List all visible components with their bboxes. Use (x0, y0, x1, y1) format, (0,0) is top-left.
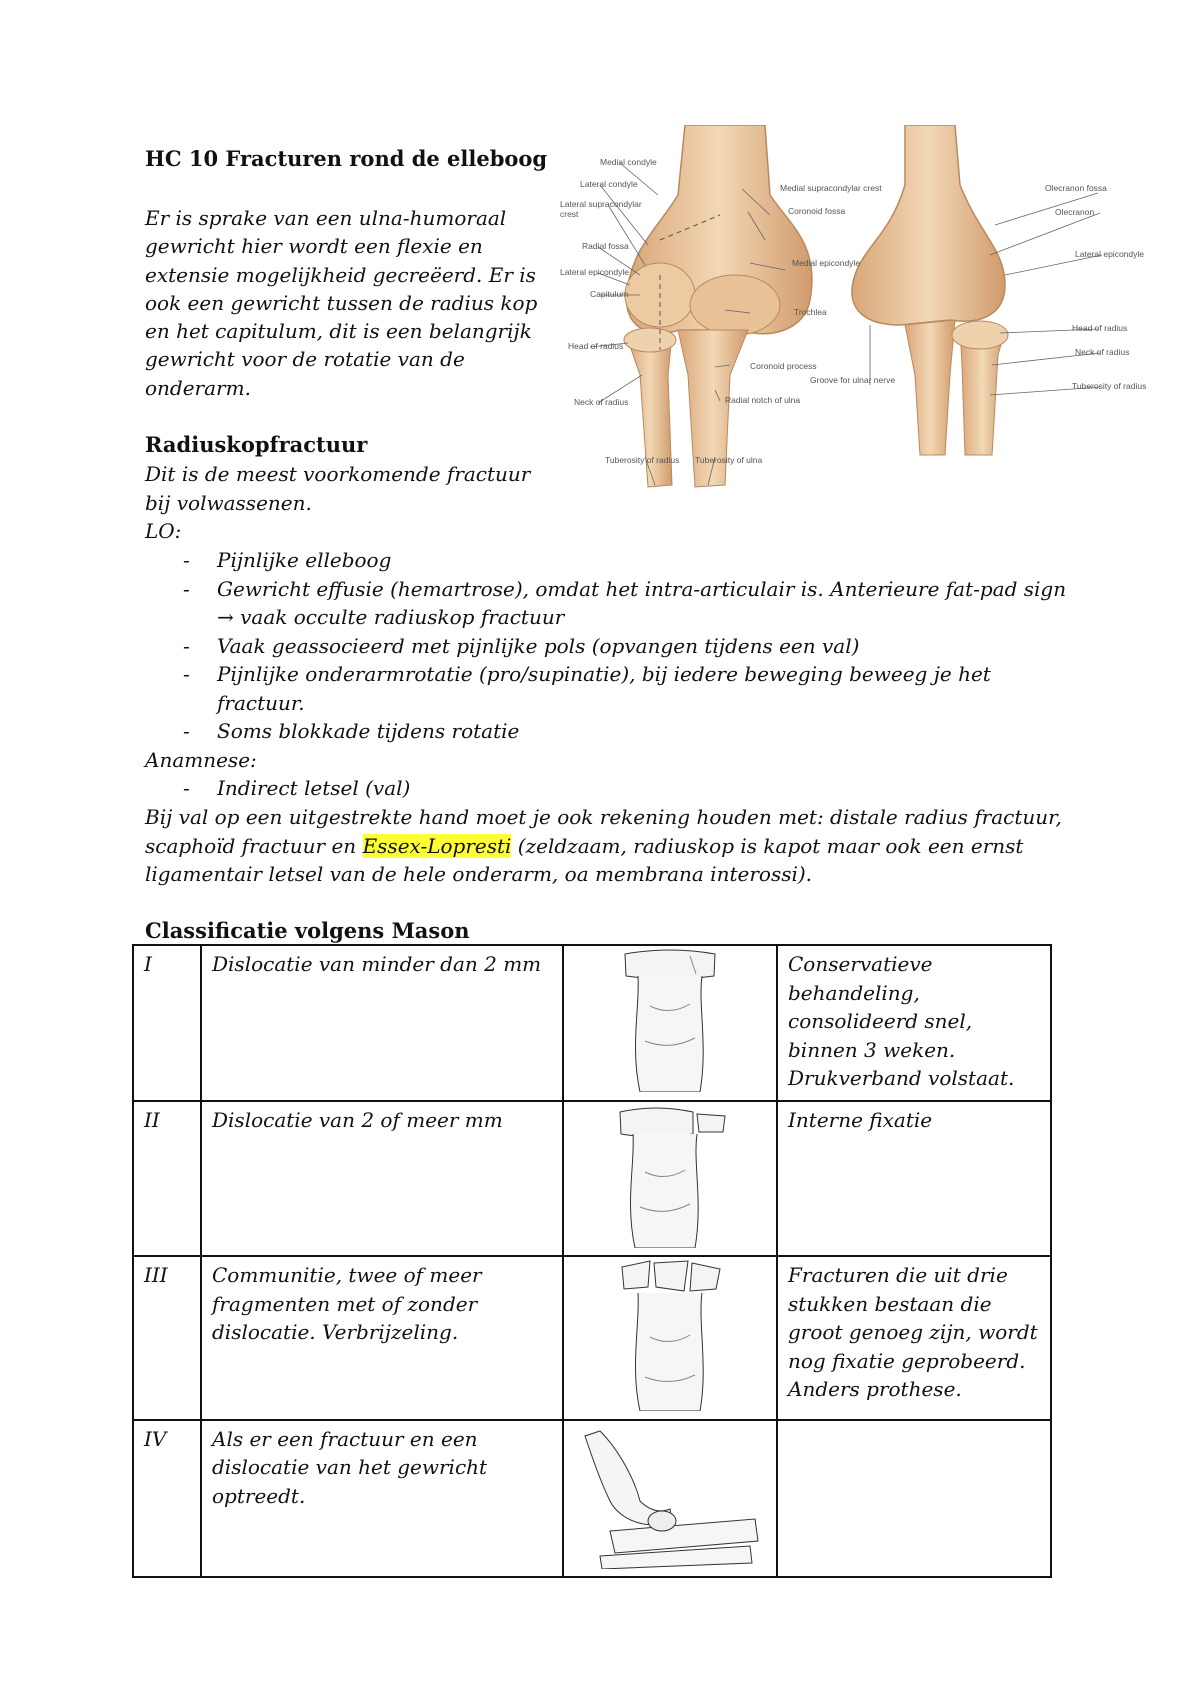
figure-label: Neck of radius (1075, 347, 1130, 357)
radiuskop-line-1: Dit is de meest voorkomende fractuur (145, 462, 531, 486)
figure-label: Lateral supracondylar (560, 199, 642, 209)
figure-label: Head of radius (1072, 323, 1128, 333)
figure-label: Groove for ulnar nerve (810, 375, 896, 385)
figure-label: Medial epicondyle (792, 258, 861, 268)
mason-treatment: Fracturen die uit drie stukken bestaan die groot genoeg zijn, wordt nog fixatie geprobeerd. Anders prothese. (777, 1256, 1051, 1420)
lo-list (145, 546, 1095, 746)
section-heading-classificatie: Classificatie volgens Mason (145, 918, 470, 943)
list-item: - Soms blokkade tijdens rotatie (145, 717, 1095, 746)
section-heading-radiuskop: Radiuskopfractuur (145, 432, 368, 457)
figure-label: Coronoid fossa (788, 206, 846, 216)
figure-label: Lateral condyle (580, 179, 638, 189)
list-item: - Indirect letsel (val) (145, 774, 1095, 803)
mason-description: Dislocatie van minder dan 2 mm (201, 945, 563, 1101)
figure-label: Trochlea (794, 307, 827, 317)
figure-label: Olecranon (1055, 207, 1095, 217)
figure-label: Radial notch of ulna (725, 395, 801, 405)
posterior-elbow-drawing (852, 125, 1008, 455)
anterior-elbow-drawing (624, 125, 812, 487)
mason-illustration-cell (563, 1420, 777, 1578)
list-item: - Vaak geassocieerd met pijnlijke pols (opvangen tijdens een val) (145, 632, 1095, 661)
table-row (133, 1420, 1051, 1578)
mason-type: I (133, 945, 201, 1101)
val-paragraph: Bij val op een uitgestrekte hand moet je ook rekening houden met: distale radius fractuur, scaphoïd fractuur en Essex-Lopresti (zeldzaam, radiuskop is kapot maar ook een ernst ligamentair letsel van de hele onderarm, oa membrana interossi). (145, 805, 1062, 886)
figure-label: Radial fossa (582, 241, 629, 251)
anamnese-list (145, 774, 1095, 803)
figure-label: crest (560, 209, 579, 219)
elbow-anatomy-figure (560, 125, 1165, 510)
radius-head-type3-drawing (610, 1257, 730, 1411)
mason-treatment: Conservatieve behandeling, consolideerd snel, binnen 3 weken. Drukverband volstaat. (777, 945, 1051, 1101)
mason-classification-table (132, 944, 1052, 1578)
mason-treatment (777, 1420, 1051, 1578)
figure-label: Medial supracondylar crest (780, 183, 882, 193)
intro-paragraph: Er is sprake van een ulna-humoraal gewricht hier wordt een flexie en extensie mogelijkheid gecreëerd. Er is ook een gewricht tussen de radius kop en het capitulum, dit is een belangrijk gewricht voor de rotatie van de onderarm. (145, 206, 538, 400)
figure-label: Tuberosity of ulna (695, 455, 763, 465)
arrow-line: → vaak occulte radiuskop fractuur (217, 605, 565, 629)
mason-illustration-cell (563, 1101, 777, 1257)
mason-type: IV (133, 1420, 201, 1578)
figure-label: Medial condyle (600, 157, 657, 167)
figure-label: Lateral epicondyle (560, 267, 629, 277)
radius-head-type1-drawing (610, 946, 730, 1092)
radiuskop-line-2: bij volwassenen. (145, 491, 312, 515)
list-item: - Gewricht effusie (hemartrose), omdat het intra-articulair is. Anterieure fat-pad sign → vaak occulte radiuskop fractuur (145, 575, 1095, 632)
mason-description: Communitie, twee of meer fragmenten met of zonder dislocatie. Verbrijzeling. (201, 1256, 563, 1420)
mason-type: III (133, 1256, 201, 1420)
radius-head-type2-drawing (605, 1102, 735, 1248)
mason-description: Als er een fractuur en een dislocatie van het gewricht optreedt. (201, 1420, 563, 1578)
figure-label: Head of radius (568, 341, 624, 351)
mason-type: II (133, 1101, 201, 1257)
elbow-dislocation-type4-drawing (580, 1421, 760, 1569)
mason-illustration-cell (563, 945, 777, 1101)
lo-label: LO: (145, 519, 182, 543)
mason-description: Dislocatie van 2 of meer mm (201, 1101, 563, 1257)
mason-illustration-cell (563, 1256, 777, 1420)
list-item: - Pijnlijke onderarmrotatie (pro/supinatie), bij iedere beweging beweeg je het fractuur. (145, 660, 1095, 717)
table-row (133, 945, 1051, 1101)
figure-label: Lateral epicondyle (1075, 249, 1144, 259)
anamnese-label: Anamnese: (145, 748, 257, 772)
figure-label: Neck of radius (574, 397, 629, 407)
highlight-essex-lopresti: Essex-Lopresti (362, 833, 512, 858)
page-title: HC 10 Fracturen rond de elleboog (145, 146, 548, 171)
figure-label: Capitulum (590, 289, 629, 299)
figure-label: Coronoid process (750, 361, 817, 371)
table-row (133, 1101, 1051, 1257)
table-row (133, 1256, 1051, 1420)
figure-label: Tuberosity of radius (605, 455, 680, 465)
mason-treatment: Interne fixatie (777, 1101, 1051, 1257)
figure-label: Olecranon fossa (1045, 183, 1107, 193)
figure-label: Tuberosity of radius (1072, 381, 1147, 391)
list-item: - Pijnlijke elleboog (145, 546, 1095, 575)
